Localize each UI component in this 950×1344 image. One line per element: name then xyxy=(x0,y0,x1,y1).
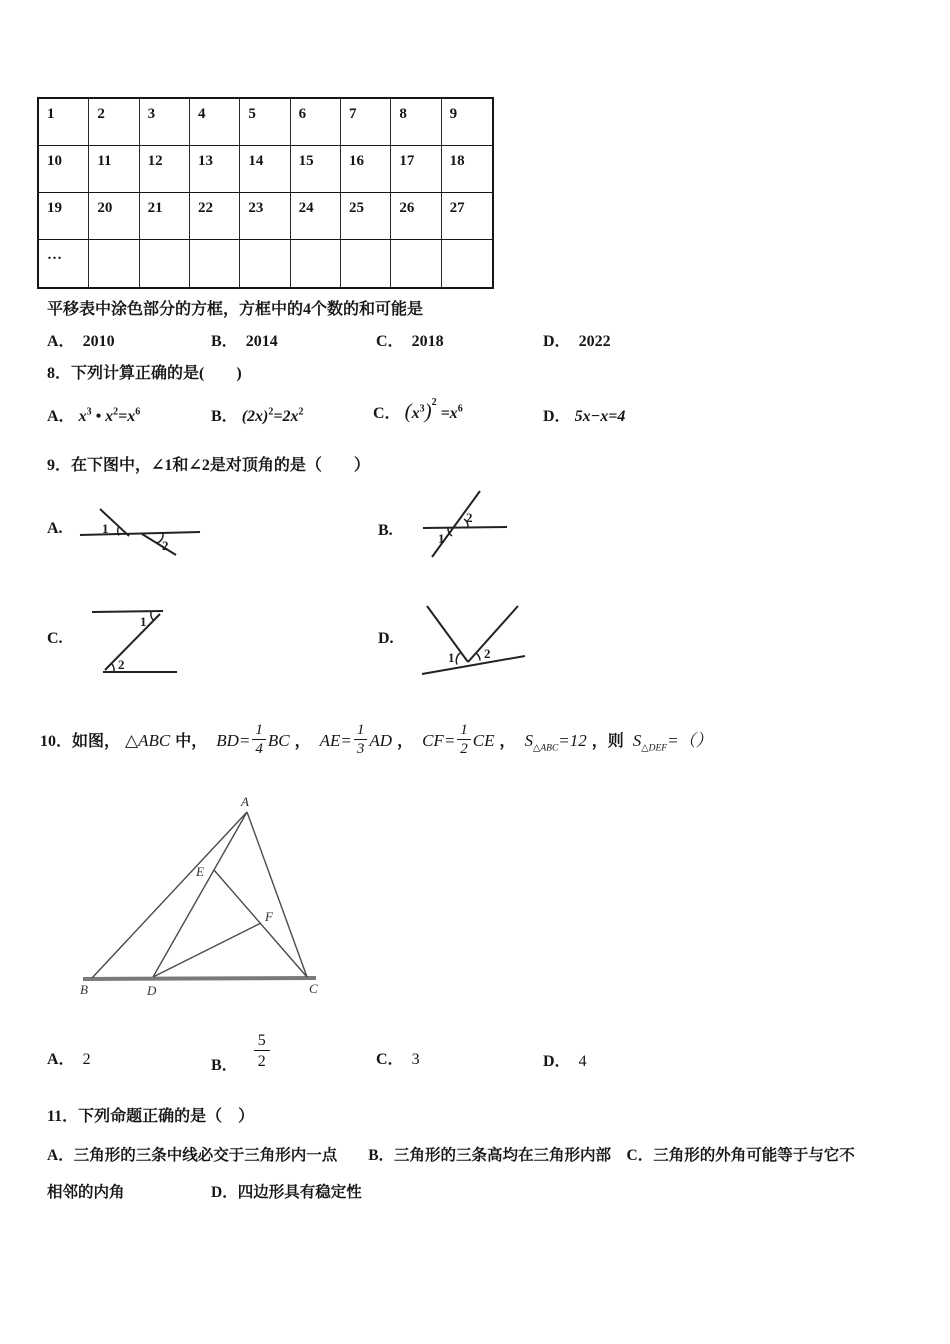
q10-triangle-abc: △ABC xyxy=(125,731,171,750)
q8-option-d xyxy=(543,403,625,426)
fig-d-angle1-arc xyxy=(456,653,460,665)
q9-title: 9．在下图中，∠1和∠2是对顶角的是（ ） xyxy=(47,457,370,474)
table-cell: 17 xyxy=(391,146,441,193)
q11-option-d: D．四边形具有稳定性 xyxy=(211,1184,362,1201)
q10-area-abc xyxy=(524,731,587,754)
q10-s2-tail: =（） xyxy=(667,731,713,750)
q8-a-term: x xyxy=(78,408,87,425)
table-cell: 10 xyxy=(39,146,89,193)
q10-option-c-label: C． xyxy=(376,1051,404,1068)
frac-den: 4 xyxy=(252,739,266,758)
side-bc xyxy=(83,978,316,979)
q10-area-def xyxy=(632,731,713,754)
q8-c-sup: 3 xyxy=(419,403,425,415)
frac-den: 2 xyxy=(457,739,471,758)
q8-a-sup: 6 xyxy=(135,406,141,418)
fig-d-base-line xyxy=(422,656,525,674)
comma: ， xyxy=(294,733,311,750)
q10-e3-rhs: CE xyxy=(472,731,495,750)
q10-s1-sub: △ABC xyxy=(533,743,559,754)
vertex-d-label: D xyxy=(147,983,157,998)
fig-d-right-ray xyxy=(468,606,518,662)
q8-b-term: (2x) xyxy=(241,408,269,425)
table-cell: 23 xyxy=(240,193,290,240)
table-cell xyxy=(190,240,240,287)
frac-num: 1 xyxy=(255,721,263,738)
vertex-b-label: B xyxy=(80,982,88,997)
table-cell: 13 xyxy=(190,146,240,193)
table-cell xyxy=(341,240,391,287)
q10-s1: S xyxy=(524,731,534,750)
frac-den: 2 xyxy=(254,1050,270,1071)
table-cell: 19 xyxy=(39,193,89,240)
q8-option-d-label: D． xyxy=(543,408,571,425)
table-cell xyxy=(140,240,190,287)
q10-then: ，则 xyxy=(591,733,624,750)
comma: ， xyxy=(499,733,516,750)
number-grid-table xyxy=(37,97,494,289)
segment-df xyxy=(153,923,261,977)
table-cell: 7 xyxy=(341,99,391,146)
q11-title: 11．下列命题正确的是（ ） xyxy=(47,1108,255,1125)
segment-ad xyxy=(153,812,247,977)
table-cell: 20 xyxy=(89,193,139,240)
fig-a-angle2-label: 2 xyxy=(162,538,169,553)
q8-b-sup: 2 xyxy=(298,406,304,418)
q8-a-sup: 2 xyxy=(113,406,119,418)
q10-lead: 10．如图， xyxy=(40,733,121,750)
fig-b-angle1-label: 1 xyxy=(438,531,445,546)
q8-c-sup: 6 xyxy=(457,403,463,415)
table-cell: 22 xyxy=(190,193,240,240)
fig-d-angle2-label: 2 xyxy=(484,646,491,661)
table-cell: 12 xyxy=(140,146,190,193)
q8-c-paren: ) xyxy=(424,399,432,423)
point-f-label: F xyxy=(265,909,273,924)
frac-den: 3 xyxy=(354,739,368,758)
q10-equation-2 xyxy=(319,721,393,758)
fig-b-angle2-label: 2 xyxy=(466,510,473,525)
q8-option-b xyxy=(211,403,303,426)
q8-c-sup: 2 xyxy=(431,396,437,408)
q8-b-term: =2x xyxy=(273,408,299,425)
q7-option-c xyxy=(376,328,444,351)
q9-figure-d xyxy=(415,596,530,678)
table-cell xyxy=(442,240,492,287)
q10-e3-lhs: CF xyxy=(422,731,444,750)
q9-figure-a xyxy=(75,495,205,565)
table-cell xyxy=(240,240,290,287)
fraction-1-2 xyxy=(457,722,471,759)
q7-option-a-value: 2010 xyxy=(82,333,115,350)
side-ba xyxy=(92,812,247,978)
q7-option-a xyxy=(47,328,115,351)
fig-a-right-ray xyxy=(142,534,176,555)
q8-b-sup: 2 xyxy=(268,406,274,418)
q11-option-c-tail: 相邻的内角 xyxy=(47,1184,125,1201)
table-cell xyxy=(89,240,139,287)
table-cell: 5 xyxy=(240,99,290,146)
q8-a-term: =x xyxy=(118,408,136,425)
fraction-1-3 xyxy=(354,722,368,759)
q9-figure-b xyxy=(420,485,520,570)
q10-e1-rhs: BC xyxy=(267,731,290,750)
fig-a-angle1-label: 1 xyxy=(102,521,109,536)
q8-c-paren: ( xyxy=(404,399,412,423)
q10-option-b-fraction xyxy=(254,1031,270,1071)
fig-b-horizontal-line xyxy=(423,527,507,528)
q8-option-a xyxy=(47,403,140,426)
table-cell: 2 xyxy=(89,99,139,146)
q10-option-a-value: 2 xyxy=(82,1051,91,1068)
q7-option-c-value: 2018 xyxy=(411,333,444,350)
q7-prompt: 平移表中涂色部分的方框，方框中的4个数的和可能是 xyxy=(47,301,424,318)
q10-s1-tail: =12 xyxy=(558,731,587,750)
q10-s2: S xyxy=(632,731,642,750)
fraction-1-4 xyxy=(252,722,266,759)
table-cell: 6 xyxy=(291,99,341,146)
frac-num: 1 xyxy=(460,721,468,738)
side-ac xyxy=(247,812,307,977)
q10-option-d xyxy=(543,1048,587,1071)
table-cell: … xyxy=(39,240,89,287)
table-cell: 15 xyxy=(291,146,341,193)
q8-option-b-label: B． xyxy=(211,408,238,425)
q7-option-c-label: C． xyxy=(376,333,404,350)
q8-a-sup: 3 xyxy=(86,406,92,418)
fig-c-top-line xyxy=(92,611,163,612)
q10-option-d-label: D． xyxy=(543,1053,571,1070)
q7-option-d-label: D． xyxy=(543,333,571,350)
q7-option-b xyxy=(211,328,278,351)
table-cell: 14 xyxy=(240,146,290,193)
vertex-c-label: C xyxy=(309,981,318,996)
point-e-label: E xyxy=(196,864,204,879)
q8-title: 8．下列计算正确的是( ) xyxy=(47,365,242,382)
table-cell: 11 xyxy=(89,146,139,193)
q10-option-b xyxy=(211,1032,270,1086)
q10-e2-rhs: AD xyxy=(369,731,393,750)
table-cell xyxy=(291,240,341,287)
table-cell: 25 xyxy=(341,193,391,240)
frac-num: 5 xyxy=(257,1032,266,1049)
table-cell: 3 xyxy=(140,99,190,146)
q11-options-line1: A．三角形的三条中线必交于三角形内一点 B．三角形的三条高均在三角形内部 C．三角形的外角可能等于与它不 xyxy=(47,1147,855,1164)
table-cell xyxy=(391,240,441,287)
fig-c-angle2-label: 2 xyxy=(118,657,125,672)
q10-e2-eq: = xyxy=(340,731,352,750)
q10-e1-eq: = xyxy=(238,731,251,750)
table-cell: 8 xyxy=(391,99,441,146)
fig-a-angle1-arc xyxy=(118,526,119,536)
table-cell: 21 xyxy=(140,193,190,240)
table-cell: 26 xyxy=(391,193,441,240)
q8-option-a-label: A． xyxy=(47,408,75,425)
fig-c-angle1-arc xyxy=(151,612,154,621)
q10-option-c-value: 3 xyxy=(411,1051,420,1068)
q9-option-b-label: B. xyxy=(378,522,393,539)
fig-c-angle1-label: 1 xyxy=(140,614,147,629)
q7-option-d xyxy=(543,328,611,351)
q10-e3-eq: = xyxy=(443,731,456,750)
q10-triangle-figure xyxy=(73,790,333,1005)
fig-d-angle2-arc xyxy=(476,653,480,661)
table-cell: 18 xyxy=(442,146,492,193)
q10-title xyxy=(40,712,718,770)
q10-option-c xyxy=(376,1046,420,1069)
q10-e2-lhs: AE xyxy=(319,731,341,750)
q8-option-c xyxy=(373,396,463,424)
q7-option-b-value: 2014 xyxy=(245,333,278,350)
table-cell: 27 xyxy=(442,193,492,240)
comma: ， xyxy=(397,733,414,750)
frac-num: 1 xyxy=(356,721,365,738)
fig-c-diagonal-line xyxy=(105,614,160,670)
q9-option-a-label: A. xyxy=(47,520,63,537)
q10-option-a xyxy=(47,1046,91,1069)
q10-option-d-value: 4 xyxy=(578,1053,587,1070)
q8-option-c-label: C． xyxy=(373,405,401,422)
q10-equation-1 xyxy=(216,721,290,758)
table-cell: 4 xyxy=(190,99,240,146)
q10-s2-sub: △DEF xyxy=(641,743,668,754)
table-cell: 1 xyxy=(39,99,89,146)
table-cell: 9 xyxy=(442,99,492,146)
q10-equation-3 xyxy=(422,721,495,758)
fig-a-horizontal-line xyxy=(80,532,200,535)
fig-c-angle2-arc xyxy=(111,663,114,672)
vertex-a-label: A xyxy=(241,794,249,809)
q7-option-b-label: B． xyxy=(211,333,238,350)
q10-mid: 中， xyxy=(175,733,208,750)
q10-option-b-label: B． xyxy=(211,1056,238,1074)
q9-option-d-label: D. xyxy=(378,630,394,647)
q9-figure-c xyxy=(88,598,193,678)
q7-option-a-label: A． xyxy=(47,333,75,350)
q9-option-c-label: C. xyxy=(47,630,63,647)
q8-c-term: x xyxy=(411,405,420,422)
fig-d-angle1-label: 1 xyxy=(448,650,455,665)
q7-option-d-value: 2022 xyxy=(578,333,611,350)
q8-c-term: =x xyxy=(436,405,458,422)
table-cell: 24 xyxy=(291,193,341,240)
q10-option-a-label: A． xyxy=(47,1051,75,1068)
q8-a-term: • x xyxy=(91,408,114,425)
table-cell: 16 xyxy=(341,146,391,193)
fig-b-diagonal-line xyxy=(432,491,480,557)
q10-e1-lhs: BD xyxy=(216,731,239,750)
q8-d-term: 5x−x=4 xyxy=(574,408,626,425)
